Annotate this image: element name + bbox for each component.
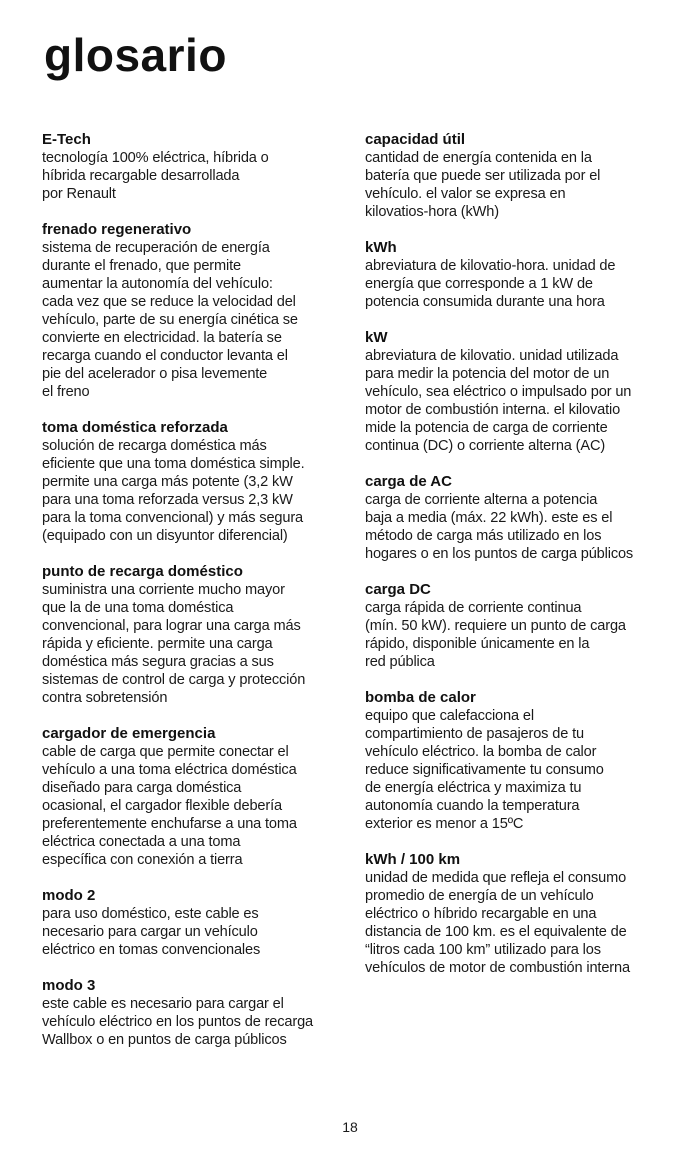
glossary-definition: cable de carga que permite conectar el vehículo a una toma eléctrica doméstica diseñado para carga doméstica ocasional, el cargador flexible debería preferentemente enchufarse a una toma eléctrica conectada a una toma específica con conexión a tierra (42, 744, 297, 868)
glossary-entry-kw (365, 329, 685, 455)
glossary-entry-punto-de-recarga-domestico (42, 563, 362, 707)
glossary-term: cargador de emergencia (42, 725, 216, 742)
glossary-term: modo 2 (42, 887, 96, 904)
glossary-entry-toma-domestica-reforzada (42, 419, 362, 545)
glossary-entry-kwh (365, 239, 685, 311)
glossary-entry-carga-dc (365, 581, 685, 671)
glossary-term: capacidad útil (365, 131, 466, 148)
glossary-entry-etech (42, 131, 362, 203)
glossary-term: carga de AC (365, 473, 452, 490)
glossary-right-column (365, 131, 685, 995)
glossary-term: punto de recarga doméstico (42, 563, 243, 580)
glossary-definition: abreviatura de kilovatio. unidad utilizada para medir la potencia del motor de un vehículo, sea eléctrico o impulsado por un motor de combustión interna. el kilovatio mide la potencia de carga de corriente continua (DC) o corriente alterna (AC) (365, 348, 632, 454)
glossary-entry-carga-de-ac (365, 473, 685, 563)
glossary-definition: solución de recarga doméstica más eficiente que una toma doméstica simple. permite una carga más potente (3,2 kW para una toma reforzada versus 2,3 kW para la toma convencional) y más segura (equipado con un disyuntor diferencial) (42, 438, 305, 544)
glossary-entry-kwh-100-km (365, 851, 685, 977)
glossary-term: bomba de calor (365, 689, 476, 706)
glossary-definition: carga de corriente alterna a potencia baja a media (máx. 22 kWh). este es el método de carga más utilizado en los hogares o en los puntos de carga públicos (365, 492, 634, 562)
glossary-left-column (42, 131, 362, 1067)
glossary-term: kW (365, 329, 388, 346)
glossary-entry-modo-2 (42, 887, 362, 959)
glossary-definition: para uso doméstico, este cable es necesario para cargar un vehículo eléctrico en tomas convencionales (42, 906, 261, 958)
glossary-term: modo 3 (42, 977, 96, 994)
glossary-term: frenado regenerativo (42, 221, 192, 238)
glossary-definition: suministra una corriente mucho mayor que la de una toma doméstica convencional, para lograr una carga más rápida y eficiente. permite una carga doméstica más segura gracias a sus sistemas de control de carga y protección contra sobretensión (42, 582, 306, 706)
glossary-definition: unidad de medida que refleja el consumo promedio de energía de un vehículo eléctrico o híbrido recargable en una distancia de 100 km. es el equivalente de “litros cada 100 km” utilizado para los vehículos de motor de combustión interna (365, 870, 630, 976)
glossary-entry-bomba-de-calor (365, 689, 685, 833)
glossary-definition: cantidad de energía contenida en la batería que puede ser utilizada por el vehículo. el valor se expresa en kilovatios-hora (kWh) (365, 150, 601, 220)
glossary-definition: equipo que calefacciona el compartimiento de pasajeros de tu vehículo eléctrico. la bomba de calor reduce significativamente tu consumo de energía eléctrica y maximiza tu autonomía cuando la temperatura exterior es menor a 15ºC (365, 708, 604, 832)
page-title: glosario (44, 29, 227, 81)
glossary-definition: carga rápida de corriente continua (mín. 50 kW). requiere un punto de carga rápido, disponible únicamente en la red pública (365, 600, 626, 670)
glossary-entry-frenado-regenerativo (42, 221, 362, 401)
glossary-term: kWh (365, 239, 397, 256)
glossary-term: kWh / 100 km (365, 851, 461, 868)
glossary-definition: abreviatura de kilovatio-hora. unidad de energía que corresponde a 1 kW de potencia consumida durante una hora (365, 258, 616, 310)
glossary-entry-cargador-de-emergencia (42, 725, 362, 869)
glossary-definition: sistema de recuperación de energía durante el frenado, que permite aumentar la autonomía del vehículo: cada vez que se reduce la velocidad del vehículo, parte de su energía cinética se convierte en electricidad. la batería se recarga cuando el conductor levanta el pie del acelerador o pisa levemente el freno (42, 240, 298, 400)
glossary-term: E-Tech (42, 131, 91, 148)
glossary-term: carga DC (365, 581, 431, 598)
glossary-definition: tecnología 100% eléctrica, híbrida o híbrida recargable desarrollada por Renault (42, 150, 269, 202)
page-number: 18 (342, 1119, 358, 1135)
glossary-definition: este cable es necesario para cargar el vehículo eléctrico en los puntos de recarga Wallbox o en puntos de carga públicos (42, 996, 313, 1048)
glossary-entry-modo-3 (42, 977, 362, 1049)
glossary-entry-capacidad-util (365, 131, 685, 221)
glossary-term: toma doméstica reforzada (42, 419, 228, 436)
